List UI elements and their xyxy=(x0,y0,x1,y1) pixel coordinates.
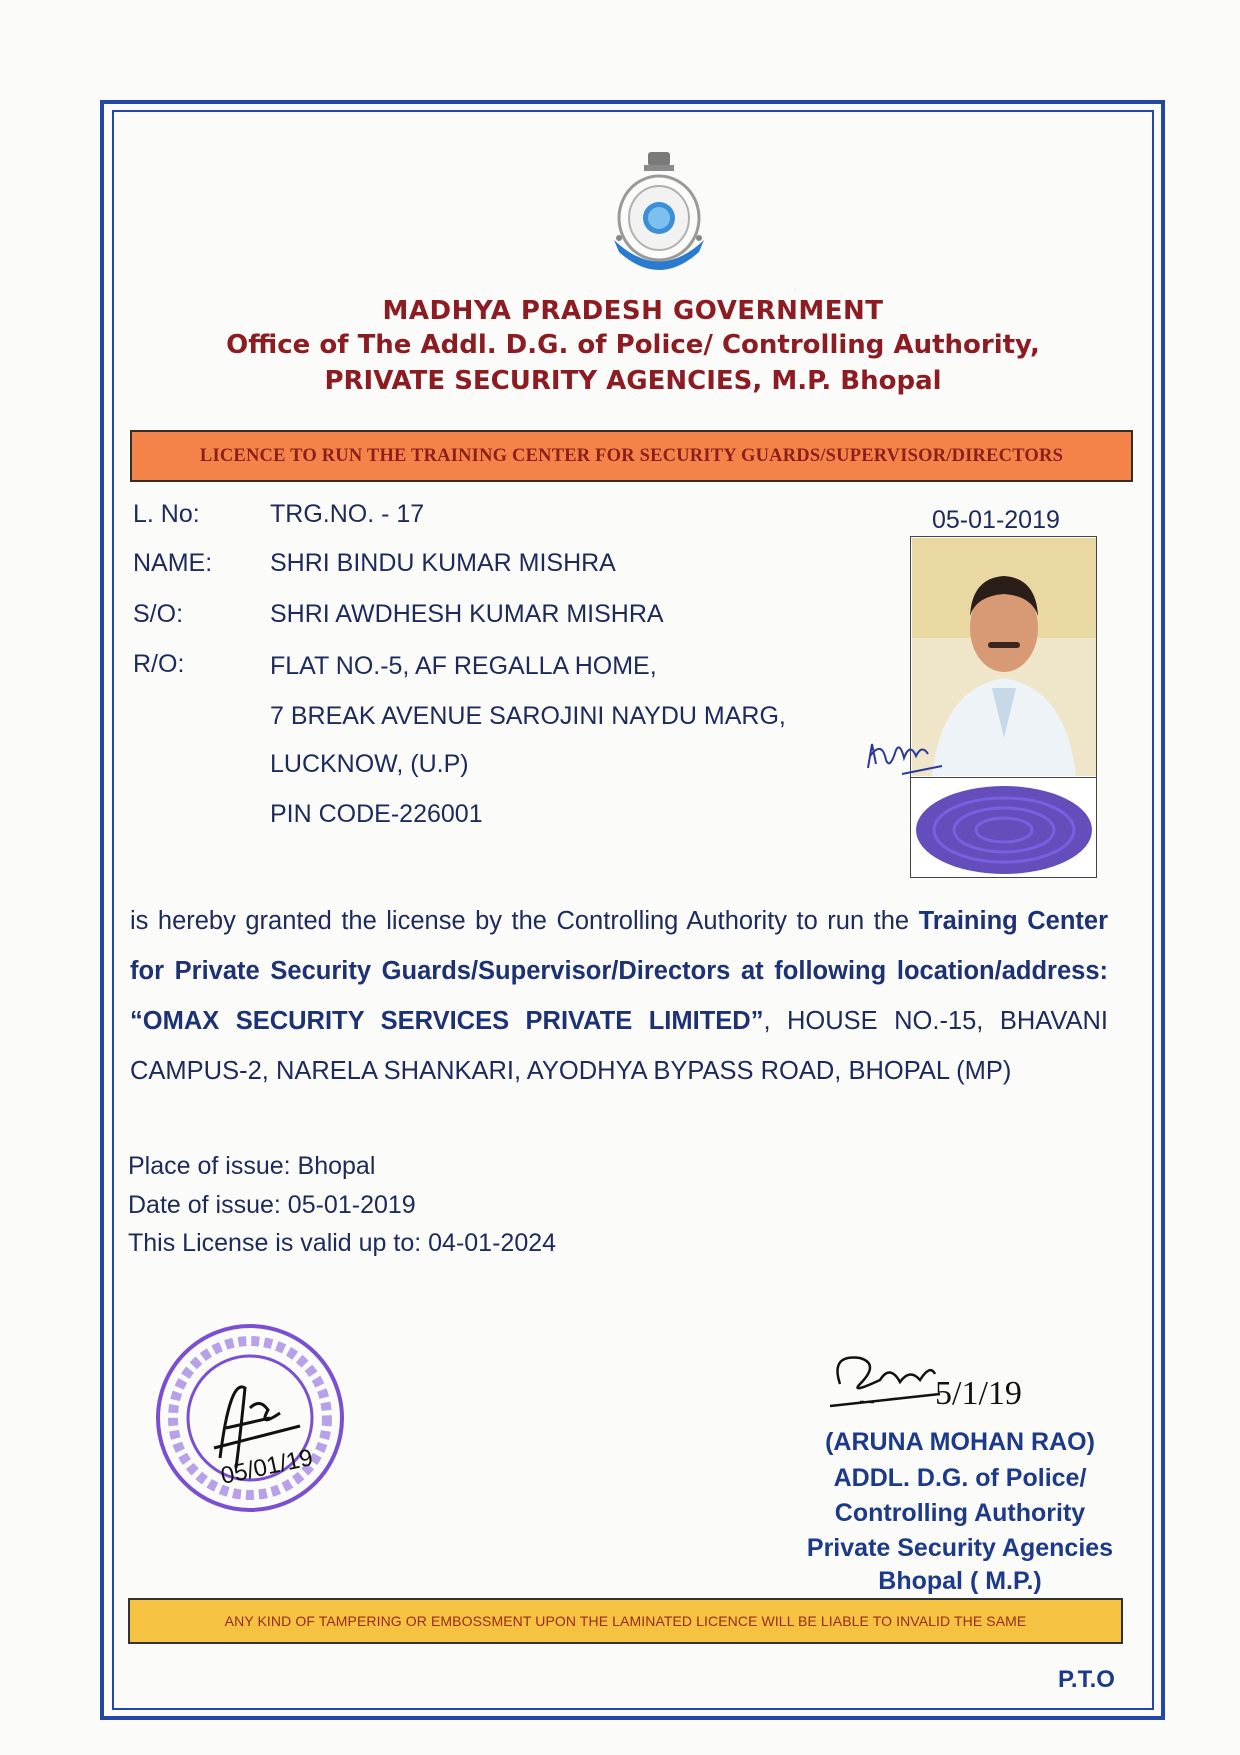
so-value: SHRI AWDHESH KUMAR MISHRA xyxy=(270,600,664,628)
date-of-issue: Date of issue: 05-01-2019 xyxy=(128,1191,416,1219)
police-emblem-icon xyxy=(604,148,714,278)
tamper-warning-bar xyxy=(128,1598,1123,1644)
svg-text:5/1/19: 5/1/19 xyxy=(935,1375,1022,1412)
photo-box xyxy=(910,536,1097,878)
lno-label: L. No: xyxy=(133,500,200,528)
pto-label: P.T.O xyxy=(1058,1666,1115,1693)
ro-label: R/O: xyxy=(133,650,185,678)
address-line: LUCKNOW, (U.P) xyxy=(270,750,469,778)
address-line: PIN CODE-226001 xyxy=(270,800,483,828)
address-line: FLAT NO.-5, AF REGALLA HOME, xyxy=(270,652,657,680)
name-label: NAME: xyxy=(133,549,213,577)
validity: This License is valid up to: 04-01-2024 xyxy=(128,1229,557,1257)
licence-body-text xyxy=(130,896,1108,1096)
authority-location: Bhopal ( M.P.) xyxy=(878,1567,1042,1595)
so-label: S/O: xyxy=(133,600,184,628)
holder-signature xyxy=(862,730,952,780)
thumbprint xyxy=(912,780,1096,878)
authority-name: (ARUNA MOHAN RAO) xyxy=(825,1428,1095,1456)
tamper-warning-text: ANY KIND OF TAMPERING OR EMBOSSMENT UPON THE LAMINATED LICENCE WILL BE LIABLE TO INVALID THE SAME xyxy=(224,1613,1027,1629)
licence-banner-text: LICENCE TO RUN THE TRAINING CENTER FOR SECURITY GUARDS/SUPERVISOR/DIRECTORS xyxy=(199,445,1064,466)
gov-heading: MADHYA PRADESH GOVERNMENT xyxy=(382,296,884,326)
licence-date: 05-01-2019 xyxy=(932,506,1060,534)
authority-signature xyxy=(820,1344,1050,1424)
authority-title: ADDL. D.G. of Police/ xyxy=(833,1464,1087,1492)
body-intro: is hereby granted the license by the Controlling Authority to run the xyxy=(130,907,919,935)
lno-value: TRG.NO. - 17 xyxy=(270,500,425,528)
body-address: , HOUSE NO.-15, BHAVANI CAMPUS-2, NARELA SHANKARI, AYODHYA BYPASS ROAD, BHOPAL (MP) xyxy=(130,1007,1108,1085)
office-heading: Office of The Addl. D.G. of Police/ Controlling Authority, xyxy=(226,330,1040,360)
agency-heading: PRIVATE SECURITY AGENCIES, M.P. Bhopal xyxy=(324,366,942,396)
authority-title: Controlling Authority xyxy=(834,1499,1086,1527)
svg-text:05/01/19: 05/01/19 xyxy=(218,1444,316,1490)
address-line: 7 BREAK AVENUE SAROJINI NAYDU MARG, xyxy=(270,702,786,730)
authority-title: Private Security Agencies xyxy=(806,1534,1114,1562)
body-location-bold: Training Center for Private Security Guards/Supervisor/Directors at following location/address: “OMAX SECURITY SERVICES PRIVATE LIMITED” xyxy=(130,907,1108,1035)
licence-banner xyxy=(130,430,1133,482)
office-seal-stamp xyxy=(150,1318,350,1518)
name-value: SHRI BINDU KUMAR MISHRA xyxy=(270,549,616,577)
place-of-issue: Place of issue: Bhopal xyxy=(128,1152,376,1180)
